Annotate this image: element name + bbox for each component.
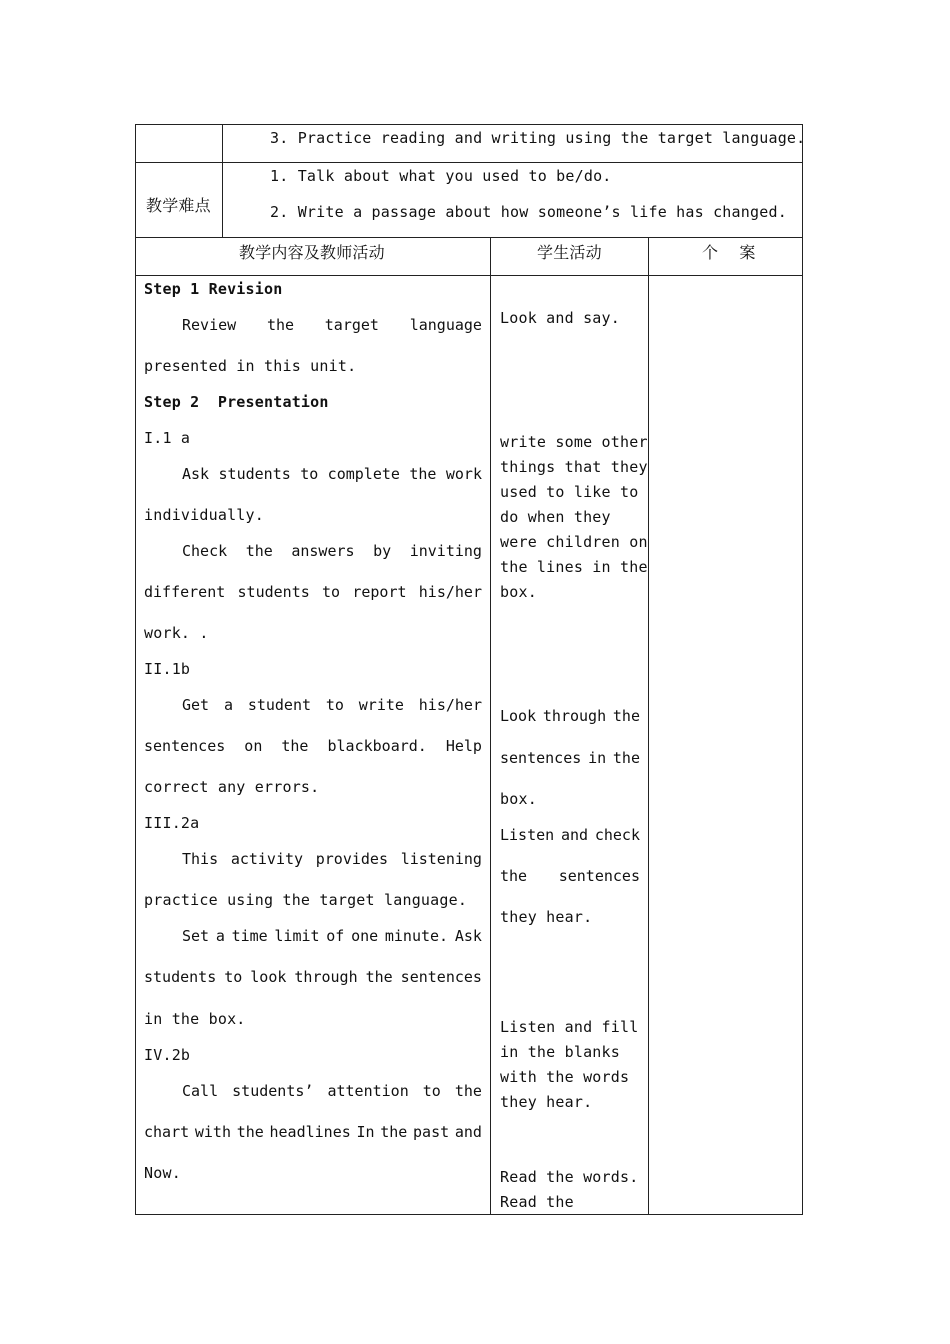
word: to (325, 696, 344, 714)
section-2a-para2-line2 (144, 968, 482, 986)
word: students (218, 465, 291, 483)
student-activity-6-line: Read the words. (500, 1168, 639, 1186)
step2-title: Step 2 Presentation (144, 393, 329, 411)
word: target (324, 316, 379, 334)
section-1a-para1-line1 (182, 465, 482, 483)
word: a (223, 696, 233, 714)
word: to (322, 583, 341, 601)
section-1a-label: I.1 a (144, 429, 191, 447)
student-activity-4-line3: they hear. (500, 908, 593, 926)
word: check (594, 826, 640, 844)
word: minute. (384, 927, 449, 945)
word: headlines (269, 1123, 351, 1141)
word: provides (315, 850, 388, 868)
word: to (300, 465, 319, 483)
student-activity-5-line: Listen and fill (500, 1018, 639, 1036)
student-activity-4-line1 (500, 826, 640, 844)
difficulties-label: 教学难点 (146, 196, 211, 215)
section-1b-line3: correct any errors. (144, 778, 320, 796)
table-border-left (135, 124, 136, 1215)
word: through (294, 968, 358, 986)
word: the (236, 1123, 264, 1141)
section-2a-para1-line1 (182, 850, 482, 868)
word: This (182, 850, 219, 868)
section-2a-label: III.2a (144, 814, 200, 832)
word: Set (182, 927, 210, 945)
word: report (352, 583, 407, 601)
word: Ask (454, 927, 482, 945)
step1-line2: presented in this unit. (144, 357, 357, 375)
word: the (612, 707, 640, 725)
word: Review (182, 316, 237, 334)
word: different (144, 583, 226, 601)
word: his/her (418, 696, 482, 714)
word: Help (445, 737, 482, 755)
word: sentences (500, 749, 582, 767)
word: listening (400, 850, 482, 868)
word: sentences (558, 867, 640, 885)
word: attention (327, 1082, 409, 1100)
word: Call (182, 1082, 219, 1100)
header-student-activity: 学生活动 (537, 243, 602, 262)
student-activity-2-line: the lines in the (500, 558, 648, 576)
section-1b-line2 (144, 737, 482, 755)
section-1b-label: II.1b (144, 660, 191, 678)
word: activity (230, 850, 304, 868)
word: Check (182, 542, 228, 560)
table-column-divider (648, 237, 649, 1215)
word: the (612, 749, 640, 767)
word: In (356, 1123, 375, 1141)
word: time (231, 927, 268, 945)
table-border-right (802, 124, 803, 1215)
word: complete (327, 465, 400, 483)
student-activity-3-line2 (500, 749, 640, 767)
word: with (194, 1123, 231, 1141)
word: the (281, 737, 309, 755)
student-activity-2-line: things that they (500, 458, 648, 476)
word: his/her (418, 583, 482, 601)
section-2b-label: IV.2b (144, 1046, 191, 1064)
word: Get (182, 696, 210, 714)
student-activity-4-line2 (500, 867, 640, 885)
student-activity-1: Look and say. (500, 309, 620, 327)
word: the (454, 1082, 482, 1100)
student-activity-2-line: do when they (500, 508, 611, 526)
word: blackboard. (327, 737, 427, 755)
word: Ask (182, 465, 210, 483)
word: by (373, 542, 392, 560)
word: students’ (232, 1082, 314, 1100)
word: in (588, 749, 607, 767)
word: the (266, 316, 295, 334)
word: look (250, 968, 287, 986)
difficulty-item-2: 2. Write a passage about how someone’s life has changed. (270, 203, 787, 221)
student-activity-3-line3: box. (500, 790, 537, 808)
word: through (542, 707, 607, 725)
table-row-divider (135, 275, 803, 276)
table-row-divider (135, 162, 803, 163)
word: to (224, 968, 243, 986)
section-1a-para2-line3: work. . (144, 624, 209, 642)
word: write (358, 696, 404, 714)
table-column-divider (222, 124, 223, 238)
section-2a-para1-line2: practice using the target language. (144, 891, 468, 909)
word: one (351, 927, 379, 945)
section-2a-para2-line3: in the box. (144, 1010, 246, 1028)
section-1a-para1-line2: individually. (144, 506, 264, 524)
table-border-top (135, 124, 803, 125)
section-1a-para2-line2 (144, 583, 482, 601)
word: students (237, 583, 310, 601)
header-teacher-activity: 教学内容及教师活动 (239, 243, 385, 262)
section-2a-para2-line1 (182, 927, 482, 945)
word: Listen (500, 826, 555, 844)
header-personal-notes: 个 案 (702, 243, 756, 262)
word: a (215, 927, 225, 945)
word: on (244, 737, 263, 755)
section-2b-line1 (182, 1082, 482, 1100)
word: chart (144, 1123, 190, 1141)
word: and (560, 826, 589, 844)
word: and (454, 1123, 482, 1141)
difficulty-item-1: 1. Talk about what you used to be/do. (270, 167, 612, 185)
word: language (409, 316, 482, 334)
word: past (413, 1123, 450, 1141)
word: the (409, 465, 437, 483)
table-border-bottom (135, 1214, 803, 1215)
word: the (365, 968, 393, 986)
word: the (245, 542, 273, 560)
word: to (422, 1082, 441, 1100)
section-1a-para2-line1 (182, 542, 482, 560)
word: work (445, 465, 482, 483)
word: student (247, 696, 312, 714)
word: Look (500, 707, 537, 725)
student-activity-2-line: used to like to (500, 483, 639, 501)
student-activity-3-line1 (500, 707, 640, 725)
objective-item-3: 3. Practice reading and writing using the target language. (270, 129, 806, 147)
word: sentences (400, 968, 482, 986)
table-column-divider (490, 237, 491, 1215)
step1-line1 (182, 316, 482, 334)
table-row-divider (135, 237, 803, 238)
student-activity-5-line: they hear. (500, 1093, 593, 1111)
section-2b-line2 (144, 1123, 482, 1141)
section-2b-line3: Now. (144, 1164, 181, 1182)
word: inviting (409, 542, 482, 560)
student-activity-5-line: in the blanks (500, 1043, 620, 1061)
student-activity-2-line: box. (500, 583, 537, 601)
word: answers (291, 542, 355, 560)
student-activity-5-line: with the words (500, 1068, 630, 1086)
student-activity-2-line: write some other (500, 433, 648, 451)
word: students (144, 968, 217, 986)
word: the (500, 867, 528, 885)
section-1b-line1 (182, 696, 482, 714)
word: of (326, 927, 345, 945)
word: sentences (144, 737, 226, 755)
word: the (380, 1123, 408, 1141)
word: limit (274, 927, 320, 945)
student-activity-6-line: Read the (500, 1193, 574, 1211)
student-activity-2-line: were children on (500, 533, 648, 551)
step1-title: Step 1 Revision (144, 280, 283, 298)
